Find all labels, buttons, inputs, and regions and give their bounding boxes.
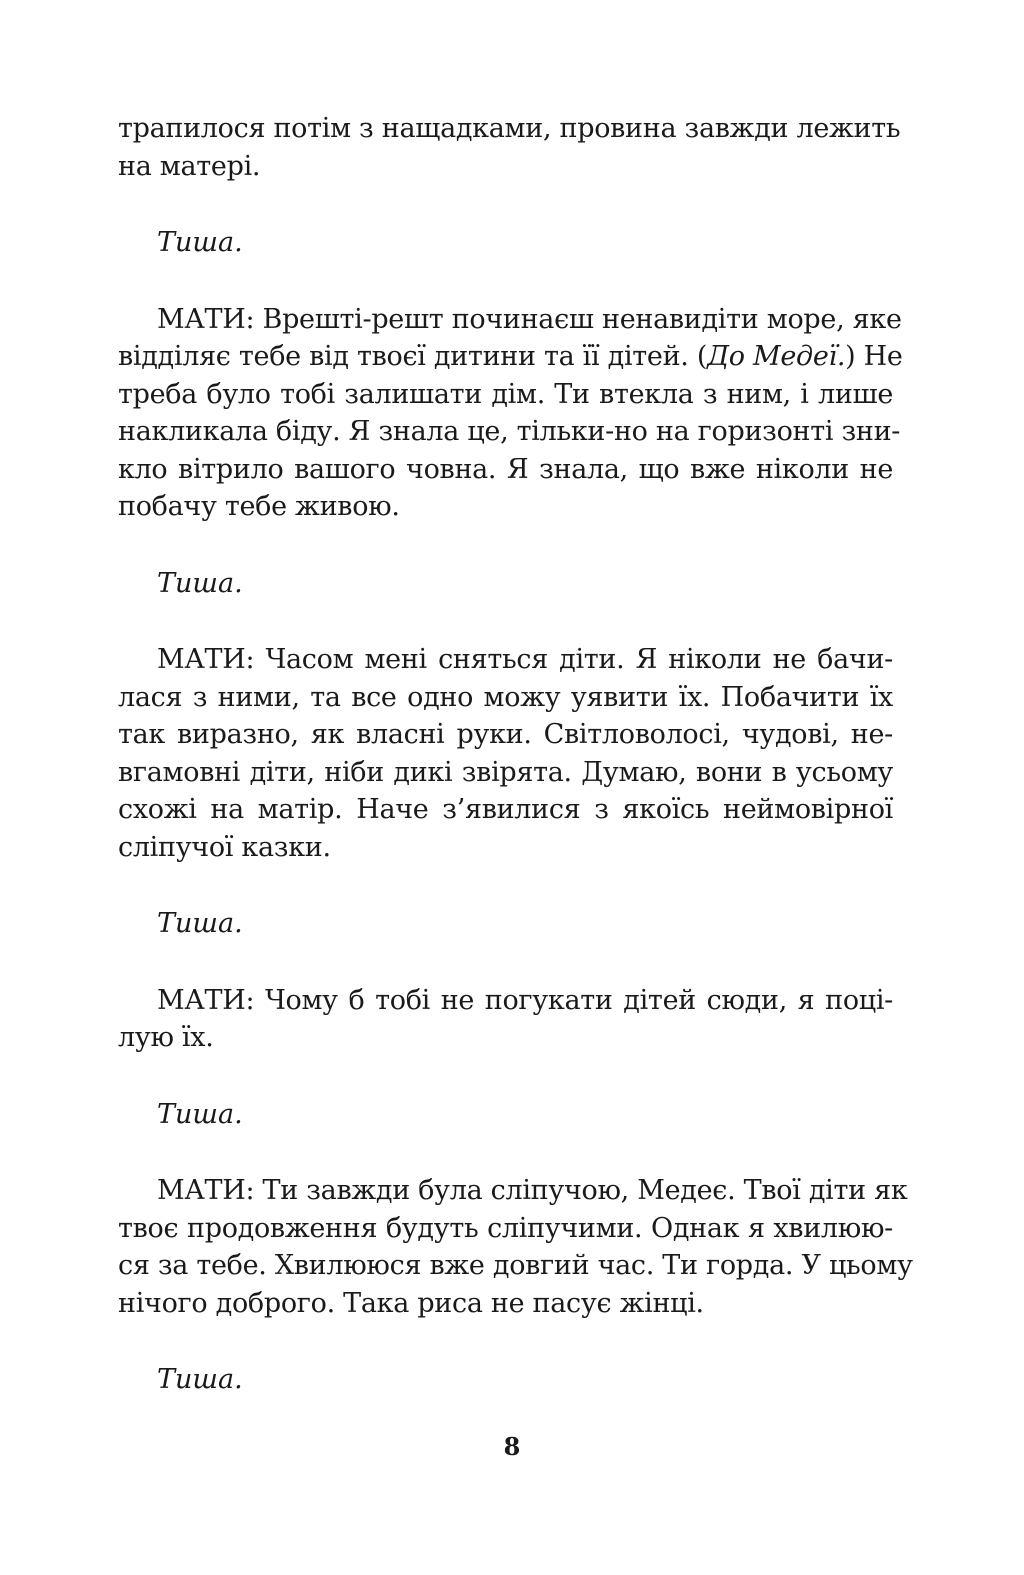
paragraph-spacer: [118, 1133, 893, 1172]
text-line: на матері.: [118, 150, 261, 182]
text-line: накликала біду. Я знала це, тільки-но на горизонті зни-: [118, 416, 901, 447]
text-line: [118, 338, 903, 376]
paragraph-spacer: [118, 185, 893, 224]
paragraph-spacer: [118, 602, 893, 641]
stage-direction: Тиша.: [157, 908, 243, 939]
text-line: МАТИ: Ти завжди була сліпучою, Медеє. Твої діти як: [157, 1175, 908, 1206]
text-line: кло вітрило вашого човна. Я знала, що вже ніколи не: [118, 453, 893, 485]
text-line: МАТИ: Врешті-решт починаєш ненавидіти море, яке: [157, 303, 902, 335]
text-line: МАТИ: Чому б тобі не погукати дітей сюди, я поці-: [157, 984, 893, 1016]
paragraph: [118, 110, 901, 185]
paragraph-spacer: [118, 1322, 893, 1361]
text-line: твоє продовження будуть сліпучими. Однак я хвилюю-: [118, 1212, 893, 1244]
paragraph: [118, 641, 893, 866]
stage-direction: Тиша.: [157, 567, 243, 599]
paragraph: [118, 1172, 913, 1322]
paragraph-spacer: [118, 943, 893, 982]
paragraph: [118, 301, 903, 526]
text-segment: ) Не: [845, 341, 903, 372]
text-line: ся за тебе. Хвилююся вже довгий час. Ти горда. У цьому: [118, 1250, 913, 1281]
text-line: МАТИ: Часом мені сняться діти. Я ніколи не бачи-: [157, 644, 893, 675]
text-line: лую їх.: [118, 1022, 214, 1053]
text-line: вгамовні діти, ніби дикі звірята. Думаю, вони в усьому: [118, 756, 893, 788]
stage-direction: Тиша.: [157, 1098, 243, 1130]
text-line: лася з ними, та все одно можу уявити їх. Побачити їх: [118, 681, 893, 713]
text-line: треба було тобі залишати дім. Ти втекла з ним, і лише: [118, 378, 893, 410]
text-segment: відділяє тебе від твоєї дитини та її дітей. (: [118, 341, 708, 372]
text-line: сліпучої казки.: [118, 831, 331, 863]
inline-stage-direction: До Медеї.: [707, 341, 846, 372]
stage-direction: Тиша.: [157, 1364, 243, 1395]
paragraph: [118, 982, 893, 1057]
text-line: побачу тебе живою.: [118, 491, 400, 522]
book-page-text: [118, 110, 913, 1399]
paragraph-spacer: [118, 262, 893, 301]
paragraph-spacer: [118, 1057, 893, 1096]
text-line: нічого доброго. Така риса не пасує жінці.: [118, 1287, 704, 1319]
paragraph-spacer: [118, 866, 893, 905]
text-line: так виразно, як власні руки. Світловолосі, чудові, не-: [118, 719, 893, 750]
text-line: схожі на матір. Наче з’явилися з якоїсь неймовірної: [118, 794, 893, 825]
paragraph-spacer: [118, 526, 893, 565]
page-number: 8: [503, 1432, 521, 1461]
stage-direction: Тиша.: [157, 227, 243, 258]
text-line: трапилося потім з нащадками, провина завжди лежить: [118, 113, 901, 144]
